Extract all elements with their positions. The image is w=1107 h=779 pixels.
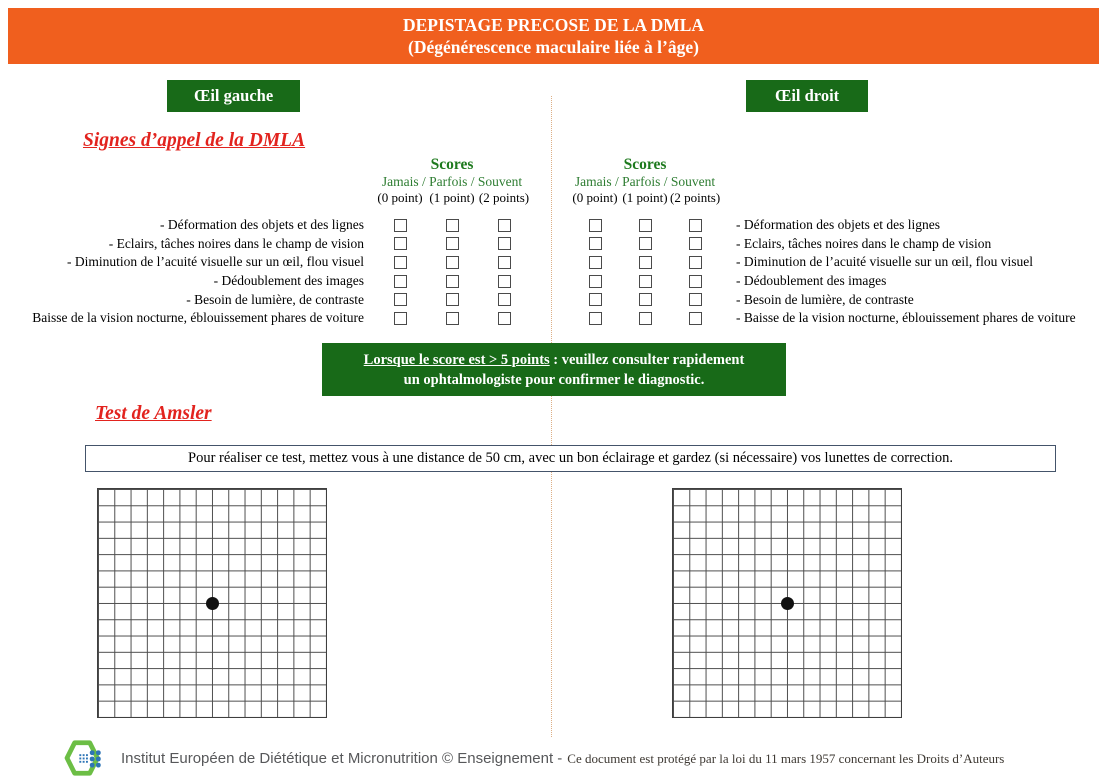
symptom-row	[570, 272, 1076, 291]
score-checkbox[interactable]	[639, 312, 652, 325]
symptom-row	[0, 272, 530, 291]
header-title-line1: DEPISTAGE PRECOSE DE LA DMLA	[402, 15, 705, 35]
score-checkbox-cell	[426, 256, 478, 269]
symptom-row	[570, 235, 1076, 254]
score-checkbox-cell	[374, 256, 426, 269]
score-checkbox[interactable]	[498, 312, 511, 325]
score-checkbox-cell	[426, 275, 478, 288]
score-checkbox[interactable]	[498, 237, 511, 250]
symptom-table-left	[0, 216, 530, 328]
score-checkbox[interactable]	[394, 256, 407, 269]
symptom-label: - Besoin de lumière, de contraste	[186, 291, 364, 307]
footer-org-text: Institut Européen de Diététique et Micronutrition © Enseignement -	[121, 749, 563, 767]
score-checkbox[interactable]	[498, 256, 511, 269]
score-checkbox-cell	[426, 312, 478, 325]
score-checkbox-cell	[570, 256, 620, 269]
scores-title: Scores	[623, 156, 667, 173]
score-checkbox-cell	[670, 312, 720, 325]
score-checkbox[interactable]	[689, 237, 702, 250]
symptom-row	[0, 216, 530, 235]
score-checkbox-cell	[570, 237, 620, 250]
score-checkbox-cell	[374, 219, 426, 232]
score-checkbox[interactable]	[446, 312, 459, 325]
score-checkbox[interactable]	[394, 275, 407, 288]
alert-line2: un ophtalmologiste pour confirmer le diagnostic.	[403, 372, 705, 388]
score-checkbox-cell	[670, 219, 720, 232]
frequency-labels: Jamais / Parfois / Souvent	[381, 174, 523, 189]
score-checkbox[interactable]	[639, 275, 652, 288]
amsler-grid-right	[672, 488, 902, 718]
alert-banner	[322, 343, 786, 396]
symptom-label: - Déformation des objets et des lignes	[736, 217, 940, 233]
symptom-label: - Eclairs, tâches noires dans le champ de vision	[736, 235, 992, 251]
score-checkbox[interactable]	[689, 256, 702, 269]
points-2: (2 points)	[478, 190, 530, 205]
symptom-row	[570, 253, 1076, 272]
score-checkbox[interactable]	[589, 275, 602, 288]
score-checkbox-cell	[426, 219, 478, 232]
footer	[60, 739, 1004, 777]
eye-left-label: Œil gauche	[193, 86, 274, 105]
score-checkbox-cell	[620, 275, 670, 288]
score-checkbox[interactable]	[446, 256, 459, 269]
score-checkbox[interactable]	[589, 312, 602, 325]
score-checkbox[interactable]	[394, 237, 407, 250]
amsler-test-title: Test de Amsler	[95, 403, 212, 424]
score-checkbox[interactable]	[446, 237, 459, 250]
alert-line1-rest: : veuillez consulter rapidement	[549, 352, 745, 368]
score-checkbox-cell	[670, 293, 720, 306]
instruction-box: Pour réaliser ce test, mettez vous à une distance de 50 cm, avec un bon éclairage et gardez (si nécessaire) vos lunettes de correction.	[85, 445, 1056, 472]
score-checkbox-cell	[374, 293, 426, 306]
symptom-label: - Déformation des objets et des lignes	[160, 217, 364, 233]
score-checkbox[interactable]	[446, 293, 459, 306]
score-checkbox[interactable]	[498, 219, 511, 232]
score-checkbox-cell	[426, 293, 478, 306]
points-labels	[374, 190, 530, 206]
score-checkbox[interactable]	[639, 293, 652, 306]
alert-underlined-text: Lorsque le score est > 5 points	[363, 352, 550, 368]
score-checkbox-cell	[570, 275, 620, 288]
points-labels	[570, 190, 720, 206]
symptom-row	[0, 290, 530, 309]
score-checkbox[interactable]	[639, 237, 652, 250]
score-checkbox-cell	[478, 237, 530, 250]
symptom-row	[570, 290, 1076, 309]
score-checkbox[interactable]	[589, 293, 602, 306]
symptom-label: - Diminution de l’acuité visuelle sur un œil, flou visuel	[736, 254, 1033, 270]
score-checkbox-cell	[620, 237, 670, 250]
score-checkbox[interactable]	[689, 219, 702, 232]
header-title-line2: (Dégénérescence maculaire liée à l’âge)	[408, 37, 699, 57]
score-checkbox[interactable]	[394, 312, 407, 325]
score-checkbox-cell	[670, 237, 720, 250]
score-checkbox[interactable]	[394, 219, 407, 232]
score-checkbox[interactable]	[446, 219, 459, 232]
score-checkbox-cell	[478, 312, 530, 325]
amsler-grid-left	[97, 488, 327, 718]
fixation-dot	[206, 597, 219, 610]
header-banner	[8, 8, 1099, 64]
score-checkbox-cell	[620, 312, 670, 325]
score-checkbox-cell	[620, 293, 670, 306]
points-1: (1 point)	[429, 190, 475, 205]
footer-legal-text: Ce document est protégé par la loi du 11 mars 1957 concernant les Droits d’Auteurs	[567, 750, 1005, 766]
score-checkbox[interactable]	[689, 275, 702, 288]
score-checkbox[interactable]	[639, 256, 652, 269]
fixation-dot	[781, 597, 794, 610]
signes-dappel-title: Signes d’appel de la DMLA	[83, 130, 306, 151]
score-checkbox-cell	[478, 256, 530, 269]
symptom-label: Baisse de la vision nocturne, éblouissement phares de voiture	[32, 310, 364, 326]
score-checkbox-cell	[570, 219, 620, 232]
score-checkbox-cell	[570, 293, 620, 306]
symptom-label: - Dédoublement des images	[213, 273, 364, 289]
score-checkbox-cell	[620, 256, 670, 269]
points-2: (2 points)	[670, 190, 721, 205]
score-checkbox[interactable]	[589, 219, 602, 232]
score-checkbox-cell	[670, 275, 720, 288]
symptom-row	[570, 309, 1076, 328]
score-checkbox[interactable]	[589, 237, 602, 250]
score-checkbox-cell	[670, 256, 720, 269]
symptom-label: - Diminution de l’acuité visuelle sur un œil, flou visuel	[67, 254, 364, 270]
score-checkbox[interactable]	[689, 293, 702, 306]
symptom-label: - Dédoublement des images	[736, 273, 887, 289]
score-checkbox-cell	[374, 237, 426, 250]
scores-header-left	[374, 156, 530, 206]
score-checkbox-cell	[620, 219, 670, 232]
scores-title: Scores	[430, 156, 474, 173]
score-checkbox[interactable]	[589, 256, 602, 269]
score-checkbox-cell	[426, 237, 478, 250]
points-0: (0 point)	[572, 190, 618, 205]
score-checkbox[interactable]	[446, 275, 459, 288]
eye-left-header	[167, 80, 300, 112]
score-checkbox[interactable]	[394, 293, 407, 306]
symptom-label: - Besoin de lumière, de contraste	[736, 291, 914, 307]
symptom-row	[0, 253, 530, 272]
points-0: (0 point)	[377, 190, 423, 205]
score-checkbox-cell	[570, 312, 620, 325]
points-1: (1 point)	[622, 190, 668, 205]
score-checkbox-cell	[478, 219, 530, 232]
eye-right-label: Œil droit	[774, 86, 840, 105]
symptom-row	[0, 309, 530, 328]
eye-right-header	[746, 80, 868, 112]
score-checkbox-cell	[374, 275, 426, 288]
score-checkbox[interactable]	[639, 219, 652, 232]
score-checkbox[interactable]	[689, 312, 702, 325]
iedm-logo-icon	[60, 739, 112, 777]
score-checkbox-cell	[478, 275, 530, 288]
score-checkbox-cell	[374, 312, 426, 325]
alert-line1	[322, 350, 786, 370]
score-checkbox[interactable]	[498, 275, 511, 288]
score-checkbox-cell	[478, 293, 530, 306]
footer-text	[121, 750, 1004, 767]
symptom-label: - Baisse de la vision nocturne, éblouissement phares de voiture	[736, 310, 1076, 326]
symptom-label: - Eclairs, tâches noires dans le champ de vision	[108, 235, 364, 251]
frequency-labels: Jamais / Parfois / Souvent	[574, 174, 716, 189]
symptom-table-right	[570, 216, 1076, 328]
score-checkbox[interactable]	[498, 293, 511, 306]
symptom-row	[570, 216, 1076, 235]
symptom-row	[0, 235, 530, 254]
scores-header-right	[570, 156, 720, 206]
column-divider	[551, 96, 552, 737]
